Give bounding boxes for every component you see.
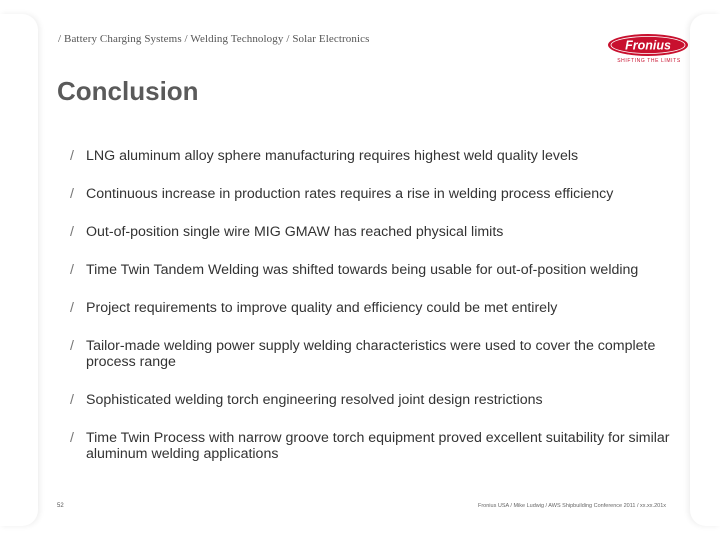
page-number: 52	[57, 503, 64, 509]
logo-wordmark: Fronius	[625, 38, 671, 53]
bullet-marker: /	[70, 262, 74, 278]
bullet-text: LNG aluminum alloy sphere manufacturing requires highest weld quality levels	[86, 148, 579, 164]
list-item	[70, 430, 704, 462]
list-item	[70, 392, 704, 408]
bullet-text: Tailor-made welding power supply welding characteristics were used to cover the complete process range	[86, 338, 656, 370]
bullet-marker: /	[70, 186, 74, 202]
bullet-text: Out-of-position single wire MIG GMAW has reached physical limits	[86, 224, 504, 240]
left-edge-decoration	[0, 14, 38, 526]
bullet-text: Project requirements to improve quality and efficiency could be met entirely	[86, 300, 558, 316]
footer-reference: Fronius USA / Mike Ludwig / AWS Shipbuilding Conference 2011 / xx.xx.201x	[477, 503, 666, 509]
conclusion-list	[70, 148, 704, 484]
list-item	[70, 262, 704, 278]
bullet-text: Time Twin Process with narrow groove torch equipment proved excellent suitability for similar aluminum welding applications	[86, 430, 670, 462]
bullet-text: Continuous increase in production rates requires a rise in welding process efficiency	[86, 186, 614, 202]
bullet-text: Sophisticated welding torch engineering resolved joint design restrictions	[86, 392, 543, 408]
bullet-marker: /	[70, 300, 74, 316]
bullet-text: Time Twin Tandem Welding was shifted towards being usable for out-of-position welding	[86, 262, 639, 278]
logo-tagline: SHIFTING THE LIMITS	[617, 58, 681, 64]
breadcrumb: / Battery Charging Systems / Welding Technology / Solar Electronics	[58, 33, 370, 45]
list-item	[70, 186, 704, 202]
list-item	[70, 224, 704, 240]
bullet-marker: /	[70, 392, 74, 408]
page-title: Conclusion	[57, 76, 199, 106]
bullet-marker: /	[70, 224, 74, 240]
bullet-marker: /	[70, 430, 74, 446]
list-item	[70, 300, 704, 316]
bullet-marker: /	[70, 338, 74, 354]
list-item	[70, 148, 704, 164]
bullet-marker: /	[70, 148, 74, 164]
fronius-logo	[606, 32, 690, 70]
list-item	[70, 338, 704, 370]
